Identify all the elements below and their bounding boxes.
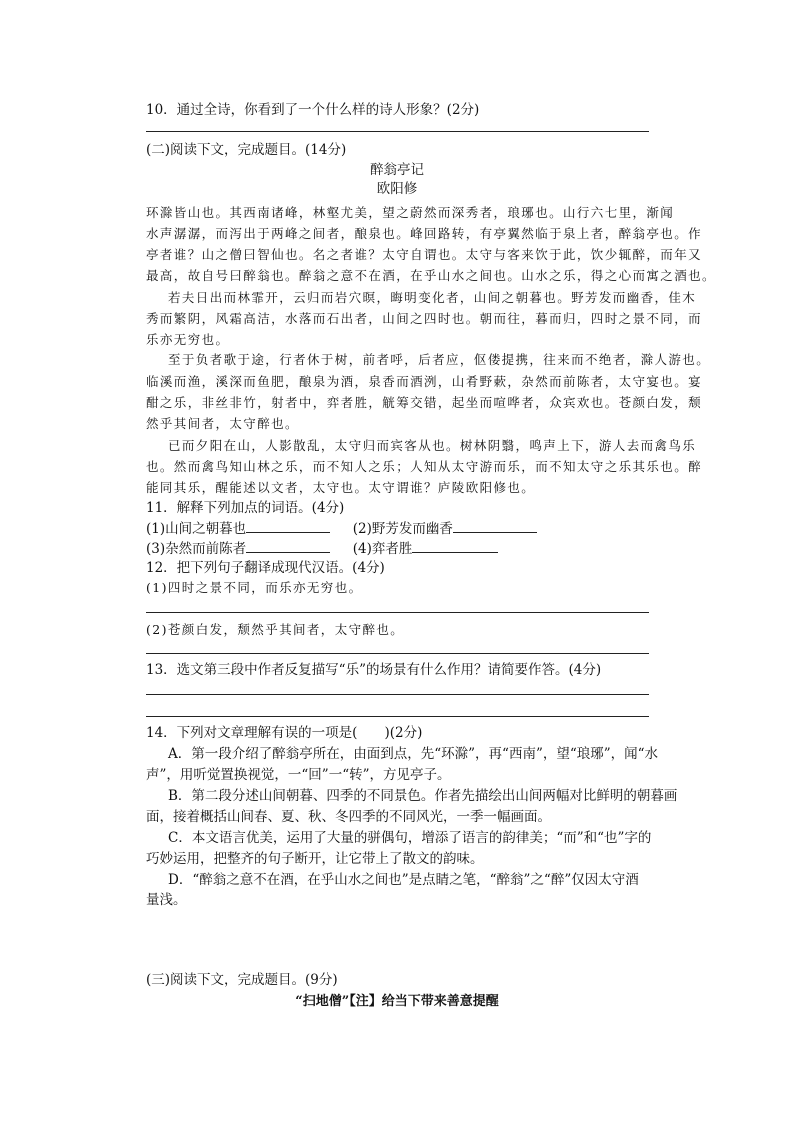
essay-line: 环滁皆山也。其西南诸峰，林壑尤美，望之蔚然而深秀者，琅琊也。山行六七里，渐闻 [146, 205, 675, 220]
next-article-title: “扫地僧”【注】给当下带来善意提醒 [295, 994, 499, 1009]
q11-item-3: (3)杂然而前陈者 [146, 541, 247, 557]
section-3-heading: (三)阅读下文，完成题目。(9分) [146, 972, 338, 988]
option-c-cont: 巧妙运用，把整齐的句子断开，让它带上了散文的韵味。 [146, 851, 484, 867]
fill-blank[interactable] [453, 518, 537, 533]
q11-row [146, 538, 498, 559]
essay-line: 已而夕阳在山，人影散乱，太守归而宾客从也。树林阴翳，鸣声上下，游人去而禽鸟乐 [168, 438, 697, 453]
option-c: C．本文语言优美，运用了大量的骈偶句，增添了语言的韵律美；“而”和“也”字的 [168, 830, 652, 846]
essay-line: 能同其乐，醒能述以文者，太守也。太守谓谁？庐陵欧阳修也。 [146, 480, 536, 495]
q11-item-4: (4)弈者胜 [352, 541, 413, 557]
answer-line [146, 131, 649, 132]
question-13: 13．选文第三段中作者反复描写“乐”的场景有什么作用？请简要作答。(4分) [146, 662, 602, 678]
essay-line: 最高，故自号曰醉翁也。醉翁之意不在酒，在乎山水之间也。山水之乐，得之心而寓之酒也。 [146, 268, 716, 283]
essay-line: 乐亦无穷也。 [146, 332, 230, 347]
essay-line: 亭者谁？山之僧曰智仙也。名之者谁？太守自谓也。太守与客来饮于此，饮少辄醉，而年又 [146, 247, 703, 262]
section-2-heading: (二)阅读下文，完成题目。(14分) [146, 142, 347, 158]
q11-item-1: (1)山间之朝暮也 [146, 521, 247, 537]
option-b: B．第二段分述山间朝暮、四季的不同景色。作者先描绘出山间两幅对比鲜明的朝暮画 [168, 788, 678, 804]
essay-line: 至于负者歌于途，行者休于树，前者呼，后者应，伛偻提携，往来而不绝者，滁人游也。 [168, 352, 711, 367]
question-11: 11．解释下列加点的词语。(4分) [146, 500, 345, 516]
q12-sentence-1: (1)四时之景不同，而乐亦无穷也。 [146, 580, 363, 595]
essay-line: 然乎其间者，太守醉也。 [146, 416, 299, 431]
fill-blank[interactable] [246, 518, 330, 533]
option-d-cont: 量浅。 [146, 892, 187, 908]
essay-line: 临溪而渔，溪深而鱼肥，酿泉为酒，泉香而酒洌，山肴野蔌，杂然而前陈者，太守宴也。宴 [146, 374, 703, 389]
answer-line [146, 653, 649, 654]
q11-item-2: (2)野芳发而幽香 [352, 521, 453, 537]
q11-row [146, 518, 537, 539]
fill-blank[interactable] [412, 538, 498, 553]
essay-line: 酣之乐，非丝非竹，射者中，弈者胜，觥筹交错，起坐而喧哗者，众宾欢也。苍颜白发，颓 [146, 395, 703, 410]
fill-blank[interactable] [246, 538, 330, 553]
option-a: A．第一段介绍了醉翁亭所在，由面到点，先“环滁”，再“西南”，望“琅琊”，闻“水 [168, 746, 659, 762]
option-a-cont: 声”，用听觉置换视觉，一“回”一“转”，方见亭子。 [146, 767, 451, 783]
essay-line: 若夫日出而林霏开，云归而岩穴暝，晦明变化者，山间之朝暮也。野芳发而幽香，佳木 [168, 290, 697, 305]
answer-line [146, 612, 649, 613]
essay-author: 欧阳修 [376, 181, 418, 197]
question-14: 14．下列对文章理解有误的一项是( )(2分) [146, 725, 423, 741]
essay-line: 水声潺潺，而泻出于两峰之间者，酿泉也。峰回路转，有亭翼然临于泉上者，醉翁亭也。作 [146, 226, 703, 241]
essay-line: 秀而繁阴，风霜高洁，水落而石出者，山间之四时也。朝而往，暮而归，四时之景不同，而 [146, 311, 703, 326]
option-b-cont: 面，接着概括山间春、夏、秋、冬四季的不同风光，一季一幅画面。 [146, 809, 551, 825]
essay-line: 也。然而禽鸟知山林之乐，而不知人之乐；人知从太守游而乐，而不知太守之乐其乐也。醉 [146, 459, 703, 474]
question-12: 12．把下列句子翻译成现代汉语。(4分) [146, 560, 385, 576]
essay-title: 醉翁亭记 [370, 162, 424, 178]
answer-line [146, 694, 649, 695]
answer-line [146, 716, 649, 717]
q12-sentence-2: (2)苍颜白发，颓然乎其间者，太守醉也。 [146, 622, 405, 637]
question-10: 10．通过全诗，你看到了一个什么样的诗人形象？(2分) [146, 102, 480, 118]
option-d: D．“醉翁之意不在酒，在乎山水之间也”是点睛之笔，“醉翁”之“醉”仅因太守酒 [168, 872, 639, 888]
